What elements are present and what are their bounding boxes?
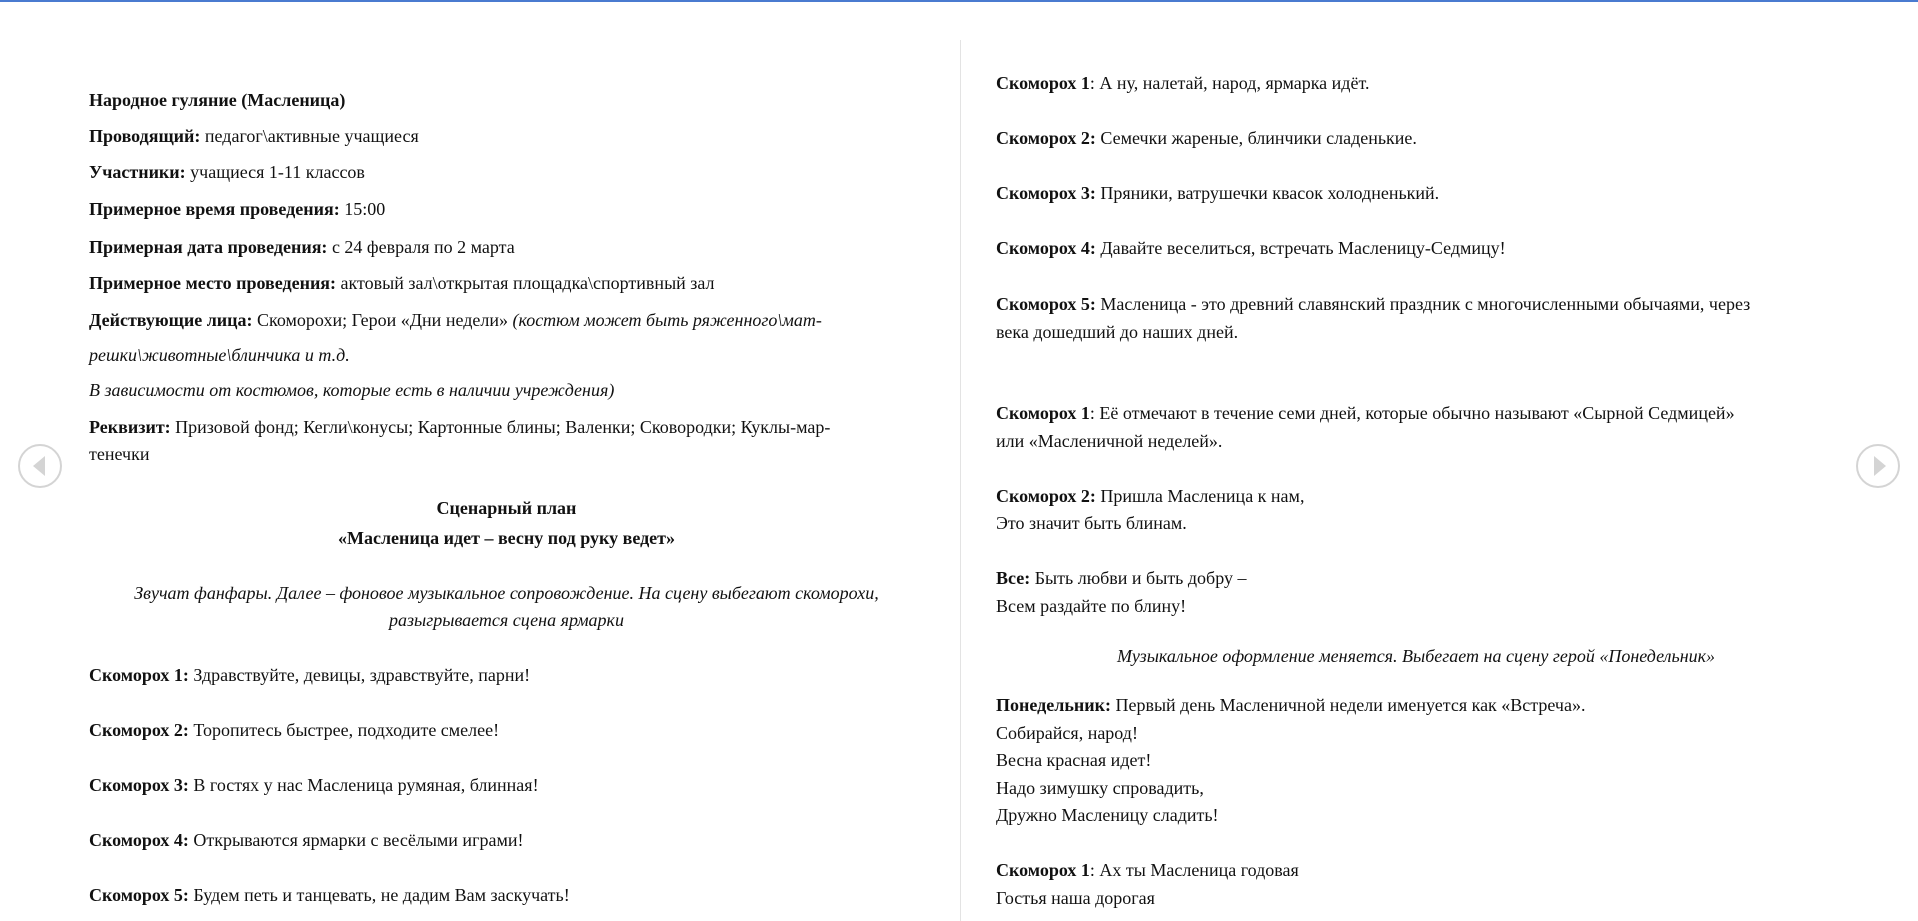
poem-line: Надо зимушку спровадить, [996, 778, 1204, 798]
info-time: Примерное время проведения: 15:00 [89, 199, 386, 219]
poem-line: Дружно Масленицу сладить! [996, 805, 1219, 825]
script-line: Скоморох 2: Торопитесь быстрее, подходите смелее! [89, 720, 500, 740]
script-line-cont: Это значит быть блинам. [996, 513, 1187, 533]
stage-direction-1: Звучат фанфары. Далее – фоновое музыкальное сопровождение. На сцену выбегают скоморохи, [134, 583, 879, 603]
document-title: Народное гуляние (Масленица) [89, 90, 346, 110]
plan-subtitle: «Масленица идет – весну под руку ведет» [337, 528, 676, 548]
plan-title: Сценарный план [436, 498, 577, 518]
script-line: Скоморох 5: Масленица - это древний славянский праздник с многочисленными обычаями, через [996, 294, 1751, 314]
script-line-cont: Всем раздайте по блину! [996, 596, 1187, 616]
script-line: Скоморох 2: Семечки жареные, блинчики сладенькие. [996, 128, 1417, 148]
props-line-2: тенечки [89, 444, 150, 464]
info-host: Проводящий: педагог\активные учащиеся [89, 126, 419, 146]
info-participants: Участники: учащиеся 1-11 классов [89, 162, 365, 182]
script-line: Скоморох 2: Пришла Масленица к нам, [996, 486, 1305, 506]
triangle-right-icon [1874, 456, 1886, 476]
top-accent-line [0, 0, 1918, 2]
characters-note-2: решки\животные\блинчика и т.д. [89, 345, 350, 365]
script-line: Понедельник: Первый день Масленичной недели именуется как «Встреча». [996, 695, 1586, 715]
script-line-cont: или «Масленичной неделей». [996, 431, 1223, 451]
triangle-left-icon [33, 456, 45, 476]
script-line-cont: Гостья наша дорогая [996, 888, 1155, 908]
info-date: Примерная дата проведения: с 24 февраля по 2 марта [89, 237, 515, 257]
script-line: Скоморох 4: Давайте веселиться, встречать Масленицу-Седмицу! [996, 238, 1506, 258]
next-page-button[interactable] [1856, 444, 1900, 488]
script-line: Скоморох 1: А ну, налетай, народ, ярмарка идёт. [996, 73, 1370, 93]
info-place: Примерное место проведения: актовый зал\открытая площадка\спортивный зал [89, 273, 715, 293]
script-line: Скоморох 3: В гостях у нас Масленица румяная, блинная! [89, 775, 539, 795]
script-line: Скоморох 3: Пряники, ватрушечки квасок холодненький. [996, 183, 1440, 203]
stage-direction-2: разыгрывается сцена ярмарки [389, 610, 624, 630]
poem-line: Собирайся, народ! [996, 723, 1138, 743]
characters-line: Действующие лица: Скоморохи; Герои «Дни недели» (костюм может быть ряженного\мат- [89, 310, 822, 330]
script-line: Все: Быть любви и быть добру – [996, 568, 1247, 588]
script-line-cont: века дошедший до наших дней. [996, 322, 1239, 342]
script-line: Скоморох 5: Будем петь и танцевать, не дадим Вам заскучать! [89, 885, 570, 905]
script-line: Скоморох 1: Ах ты Масленица годовая [996, 860, 1299, 880]
script-line: Скоморох 4: Открываются ярмарки с весёлыми играми! [89, 830, 524, 850]
poem-line: Весна красная идет! [996, 750, 1152, 770]
previous-page-button[interactable] [18, 444, 62, 488]
stage-direction: Музыкальное оформление меняется. Выбегает на сцену герой «Понедельник» [1116, 646, 1716, 666]
page-divider [960, 40, 961, 921]
characters-note-3: В зависимости от костюмов, которые есть в наличии учреждения) [89, 380, 615, 400]
script-line: Скоморох 1: Здравствуйте, девицы, здравствуйте, парни! [89, 665, 531, 685]
props-line: Реквизит: Призовой фонд; Кегли\конусы; Картонные блины; Валенки; Сковородки; Куклы-мар- [89, 417, 831, 437]
script-line: Скоморох 1: Её отмечают в течение семи дней, которые обычно называют «Сырной Седмицей» [996, 403, 1735, 423]
